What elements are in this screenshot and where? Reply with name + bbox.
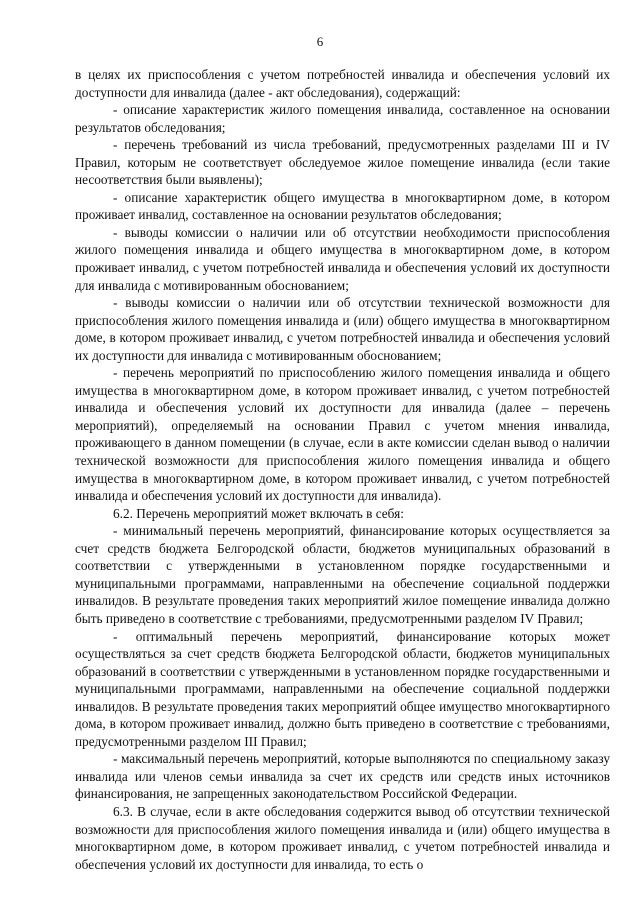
paragraph: - минимальный перечень мероприятий, финансирование которых осуществляется за счет средств бюджета Белгородской области, бюджетов муниципальных образований в соответствии с утвержденными в установленном порядке государственными и муниципальными программами, направленными на обеспечение социальной поддержки инвалидов. В результате проведения таких мероприятий жилое помещение инвалида должно быть приведено в соответствие с требованиями, предусмотренными разделом IV Правил; xyxy=(75,523,610,626)
paragraph: - выводы комиссии о наличии или об отсутствии технической возможности для приспособления жилого помещения инвалида и (или) общего имущества в многоквартирном доме, в котором проживает инвалид, с учетом потребностей инвалида и обеспечения условий их доступности для инвалида с мотивированным обоснованием; xyxy=(75,295,610,363)
paragraph: - выводы комиссии о наличии или об отсутствии необходимости приспособления жилого помещения инвалида и общего имущества в многоквартирном доме, в котором проживает инвалид, с учетом потребностей инвалида и обеспечения условий их доступности для инвалида с мотивированным обоснованием; xyxy=(75,224,610,293)
paragraph: - описание характеристик жилого помещения инвалида, составленное на основании результатов обследования; xyxy=(75,102,610,135)
document-body xyxy=(75,66,610,873)
paragraph: - перечень требований из числа требований, предусмотренных разделами III и IV Правил, которым не соответствует обследуемое жилое помещение инвалида (если такие несоответствия были выявлены); xyxy=(75,137,610,188)
paragraph: - описание характеристик общего имущества в многоквартирном доме, в котором проживает инвалид, составленное на основании результатов обследования; xyxy=(75,189,610,223)
paragraph: - перечень мероприятий по приспособлению жилого помещения инвалида и общего имущества в многоквартирном доме, в котором проживает инвалид, с учетом потребностей инвалида и обеспечения условий их доступности для инвалида (далее – перечень мероприятий), определяемый на основании Правил с учетом мнения инвалида, проживающего в данном помещении (в случае, если в акте комиссии сделан вывод о наличии технической возможности для приспособления жилого помещения инвалида и общего имущества в многоквартирном доме, в котором проживает инвалид, с учетом потребностей инвалида и обеспечения условий их доступности для инвалида). xyxy=(75,365,610,504)
paragraph: - максимальный перечень мероприятий, которые выполняются по специальному заказу инвалида или членов семьи инвалида за счет их средств или средств иных источников финансирования, не запрещенных законодательством Российской Федерации. xyxy=(75,751,610,802)
paragraph: 6.3. В случае, если в акте обследования содержится вывод об отсутствии технической возможности для приспособления жилого помещения инвалида и (или) общего имущества в многоквартирном доме, в котором проживает инвалид, с учетом потребностей инвалида и обеспечения условий их доступности для инвалида, то есть о xyxy=(75,803,610,872)
paragraph: - оптимальный перечень мероприятий, финансирование которых может осуществляться за счет средств бюджета Белгородской области, бюджетов муниципальных образований в соответствии с утвержденными в установленном порядке государственными и муниципальными программами, направленными на обеспечение социальной поддержки инвалидов. В результате проведения таких мероприятий общее имущество многоквартирного дома, в котором проживает инвалид, должно быть приведено в соответствие с требованиями, предусмотренными разделом III Правил; xyxy=(75,628,610,749)
paragraph: 6.2. Перечень мероприятий может включать в себя: xyxy=(113,505,404,521)
page-number: 6 xyxy=(316,34,324,49)
paragraph: в целях их приспособления с учетом потребностей инвалида и обеспечения условий их доступности для инвалида (далее - акт обследования), содержащий: xyxy=(75,67,610,100)
